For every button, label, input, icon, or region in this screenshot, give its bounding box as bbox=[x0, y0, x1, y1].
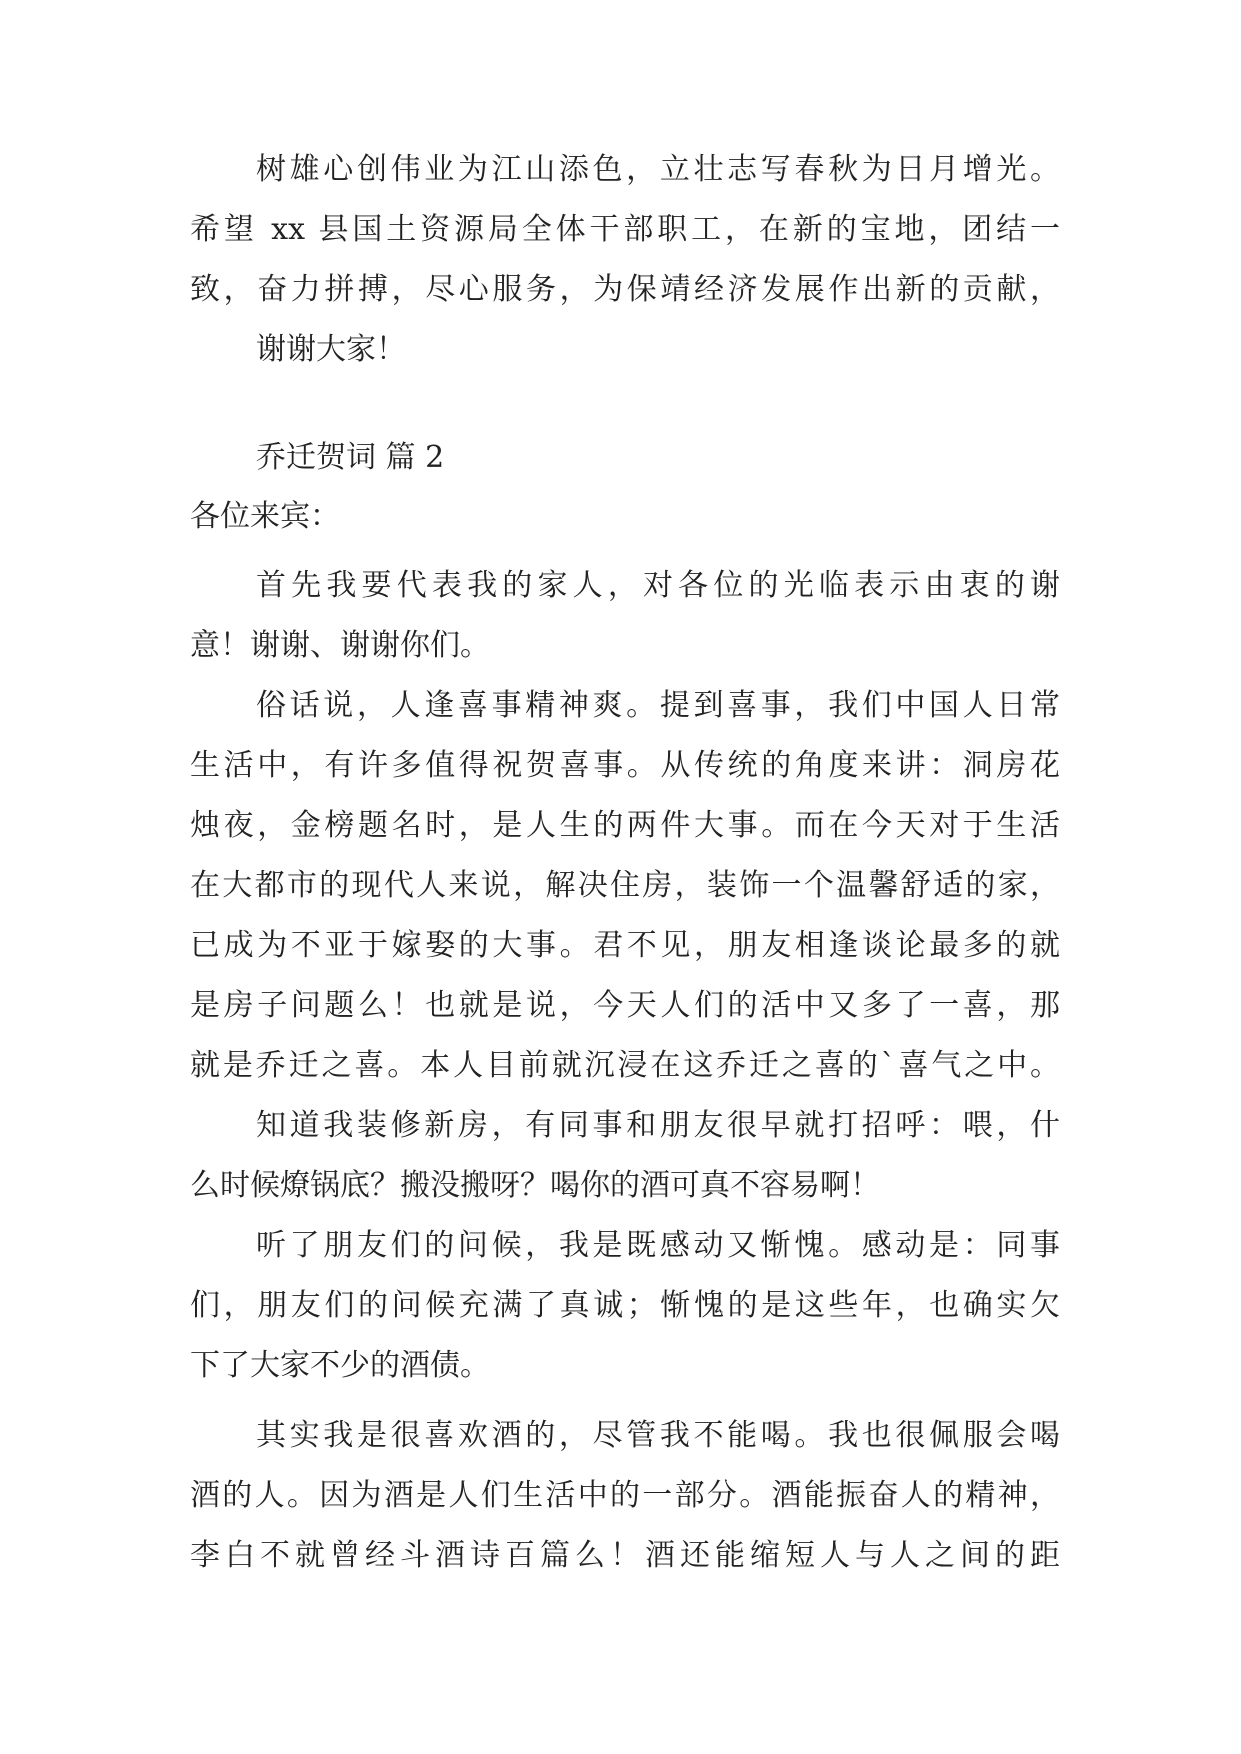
body-text-line: 就是乔迁之喜。本人目前就沉浸在这乔迁之喜的`喜气之中。 bbox=[190, 1048, 1060, 1083]
body-text-line: 是房子问题么！也就是说，今天人们的活中又多了一喜，那 bbox=[190, 988, 1060, 1023]
body-text-line: 意！谢谢、谢谢你们。 bbox=[190, 628, 490, 663]
body-text-line: 树雄心创伟业为江山添色，立壮志写春秋为日月增光。 bbox=[256, 152, 1060, 187]
body-text-line: 已成为不亚于嫁娶的大事。君不见，朋友相逢谈论最多的就 bbox=[190, 928, 1060, 963]
body-text-line: 致，奋力拼搏，尽心服务，为保靖经济发展作出新的贡献， bbox=[190, 272, 1060, 307]
body-text-line: 烛夜，金榜题名时，是人生的两件大事。而在今天对于生活 bbox=[190, 808, 1060, 843]
body-text-line: 希望 xx 县国土资源局全体干部职工，在新的宝地，团结一 bbox=[190, 212, 1060, 247]
body-text-line: 听了朋友们的问候，我是既感动又惭愧。感动是：同事 bbox=[256, 1228, 1060, 1263]
body-text-line: 俗话说，人逢喜事精神爽。提到喜事，我们中国人日常 bbox=[256, 688, 1060, 723]
body-text-line: 下了大家不少的酒债。 bbox=[190, 1348, 490, 1383]
section-heading: 乔迁贺词 篇 2 bbox=[256, 440, 445, 475]
body-text-line: 酒的人。因为酒是人们生活中的一部分。酒能振奋人的精神， bbox=[190, 1478, 1060, 1513]
body-text-line: 们，朋友们的问候充满了真诚；惭愧的是这些年，也确实欠 bbox=[190, 1288, 1060, 1323]
body-text-line: 在大都市的现代人来说，解决住房，装饰一个温馨舒适的家， bbox=[190, 868, 1060, 903]
body-text-line: 李白不就曾经斗酒诗百篇么！酒还能缩短人与人之间的距 bbox=[190, 1538, 1060, 1573]
body-text-line: 么时候燎锅底？搬没搬呀？喝你的酒可真不容易啊！ bbox=[190, 1168, 880, 1203]
salutation: 各位来宾： bbox=[190, 499, 340, 534]
closing-line: 谢谢大家！ bbox=[256, 332, 406, 367]
body-text-line: 其实我是很喜欢酒的，尽管我不能喝。我也很佩服会喝 bbox=[256, 1418, 1060, 1453]
body-text-line: 知道我装修新房，有同事和朋友很早就打招呼：喂，什 bbox=[256, 1108, 1060, 1143]
body-text-line: 生活中，有许多值得祝贺喜事。从传统的角度来讲：洞房花 bbox=[190, 748, 1060, 783]
body-text-line: 首先我要代表我的家人，对各位的光临表示由衷的谢 bbox=[256, 568, 1060, 603]
